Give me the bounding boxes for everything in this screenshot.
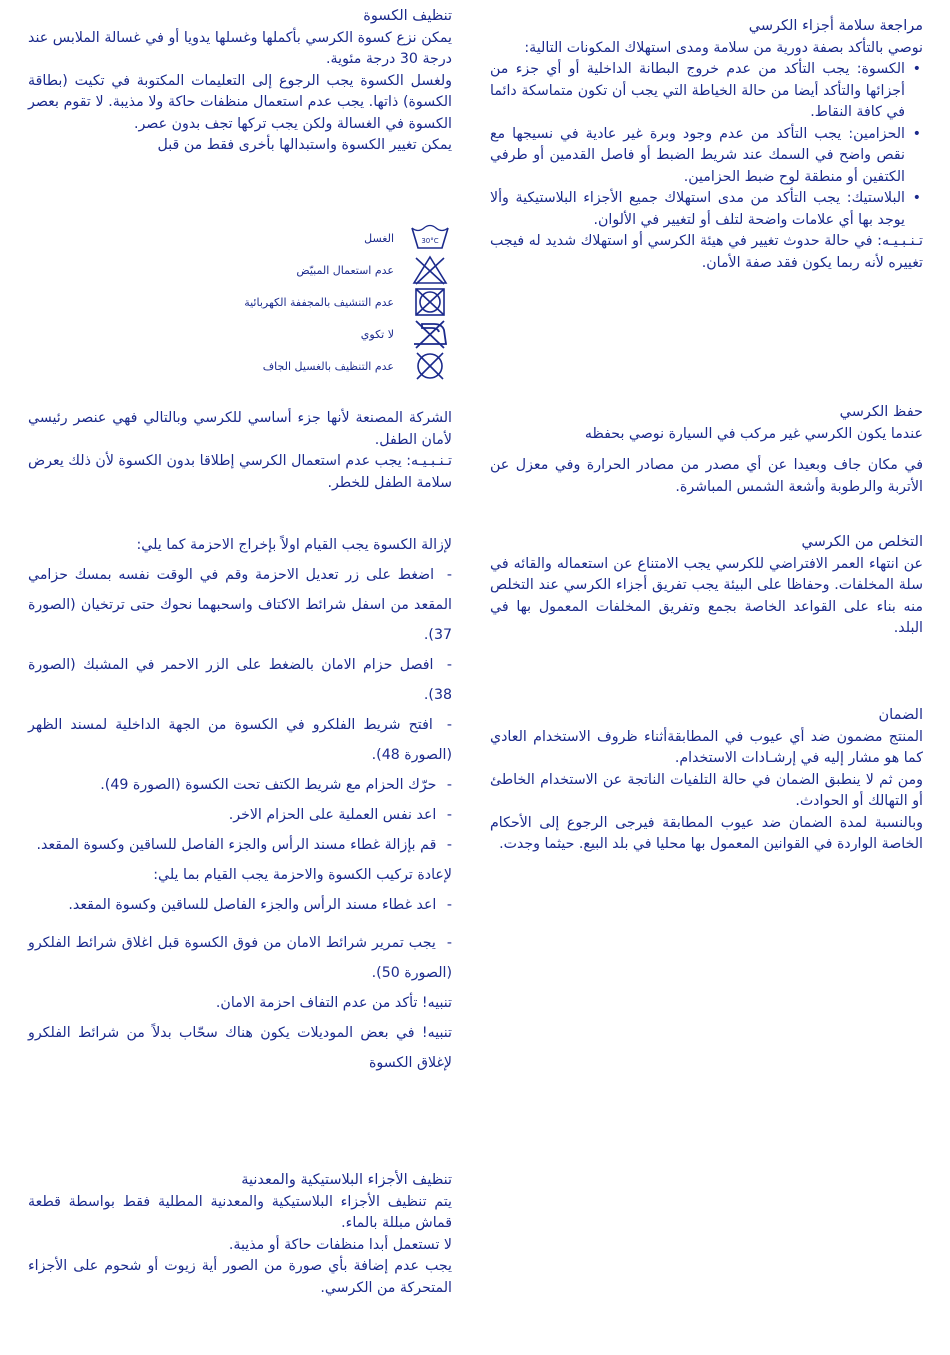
removal-step-5: - اعد نفس العملية على الحزام الاخر. xyxy=(228,807,452,823)
removal-intro: لإزالة الكسوة يجب القيام اولاً بإخراج الاحزمة كما يلي: xyxy=(136,537,452,553)
no-tumble-dry-icon xyxy=(408,286,452,318)
svg-text:30°C: 30°C xyxy=(421,237,439,245)
care-label-no-dry-clean: عدم التنظيف بالغسيل الجاف xyxy=(262,360,394,373)
inspection-item-cover: • الكسوة: يجب التأكد من عدم خروج البطانة الداخلية أو أي جزء من أجزائها والتأكد أيضا من حالة الخياطة التي يجب أن تكون متماسكة دائما في كافة النقاط. xyxy=(490,59,905,124)
no-dry-clean-icon xyxy=(408,350,452,382)
right-column xyxy=(490,0,923,1355)
storage-p2: في مكان جاف وبعيدا عن أي مصدر من مصادر الحرارة وفي معزل عن الأتربة والرطوبة وأشعة الشمس المباشرة. xyxy=(490,457,923,495)
warranty-title: الضمان xyxy=(878,707,923,723)
disposal-title: التخلص من الكرسي xyxy=(801,534,923,550)
inspection-item-plastic: • البلاستيك: يجب التأكد من مدى استهلاك جميع الأجزاء البلاستيكية وألا يوجد بها أي علامات واضحة لتلف أو لتغيير في الألوان. xyxy=(490,188,905,231)
cleaning-cover-section xyxy=(28,6,452,157)
care-row-no-tumble xyxy=(28,286,452,318)
removal-step-2: - افصل حزام الامان بالضغط على الزر الاحمر في المشبك (الصورة 38). xyxy=(28,657,452,703)
care-label-no-tumble: عدم التنشيف بالمجففة الكهربائية xyxy=(244,296,394,309)
storage-title: حفظ الكرسي xyxy=(839,404,923,420)
warranty-p1: المنتج مضمون ضد أي عيوب في المطابقةأثناء ظروف الاستخدام العادي كما هو مشار إليه في إرشـادات الاستخدام. xyxy=(490,728,923,766)
inspection-section xyxy=(490,16,923,274)
inspection-item-belts: • الحزامين: يجب التأكد من عدم وجود وبرة غير عادية في نسيجها مع نقص واضح في السمك عند شريط الضبط أو فاصل القدمين أو طرفي الكتفين أو منطقة لوح ضبط الحزامين. xyxy=(490,124,905,189)
inspection-title: مراجعة سلامة أجزاء الكرسي xyxy=(748,18,923,34)
cleaning-cover-p3: يمكن تغيير الكسوة واستبدالها بأخرى فقط من قبل xyxy=(157,137,452,153)
care-label-wash: الغسل xyxy=(364,232,394,245)
removal-step-6: - قم بإزالة غطاء مسند الرأس والجزء الفاصل للساقين وكسوة المقعد. xyxy=(36,837,452,853)
disposal-p1: عن انتهاء العمر الافتراضي للكرسي يجب الامتناع عن استعماله والقائه في سلة المخلفات. وحفاظا على البيئة يجب تفريق أجزاء الكرسي عند التخلص منه بناء على القواعد الخاصة بجمع وتفريق المخلفات المعمول بها في البلد. xyxy=(490,555,923,636)
care-row-no-bleach xyxy=(28,254,452,286)
care-symbols xyxy=(28,222,452,382)
inspection-warning: تـنـبـيـه: في حالة حدوث تغيير في هيئة الكرسي أو استهلاك شديد له فيجب تغييره لأنه ربما يكون فقد صفة الأمان. xyxy=(490,233,923,271)
no-iron-icon xyxy=(408,318,452,350)
cleaning-cover-title: تنظيف الكسوة xyxy=(363,8,452,24)
refit-step-2: - يجب تمرير شرائط الامان من فوق الكسوة قبل اغلاق شرائط الفلكرو (الصورة 50). xyxy=(28,935,452,981)
cleaning-cover-p2: ولغسل الكسوة يجب الرجوع إلى التعليمات المكتوبة في تكيت (بطاقة الكسوة) ذاتها. يجب عدم استعمال منظفات حاكة ولا مذيبة. لا تقوم بعصر الكسوة في الغسالة ولكن يجب تركها تجف بدون عصر. xyxy=(28,72,452,132)
plastic-metal-p1: يتم تنظيف الأجزاء البلاستيكية والمعدنية المطلية فقط بواسطة قطعة قماش مبللة بالماء. xyxy=(28,1193,452,1231)
wash-30-icon xyxy=(408,222,452,254)
disposal-section xyxy=(490,532,923,640)
manufacturer-section xyxy=(28,408,452,494)
left-column xyxy=(28,0,452,1355)
removal-warning-2: تنبيه! في بعض الموديلات يكون هناك سحّاب بدلاً من شرائط الفلكرو لإغلاق الكسوة xyxy=(28,1025,452,1071)
warranty-p3: وبالنسبة لمدة الضمان ضد عيوب المطابقة فيرجى الرجوع إلى الأحكام الخاصة الواردة في القوانين المعمول بها محليا في بلد البيع. حيثما وجدت. xyxy=(490,814,923,852)
care-label-no-bleach: عدم استعمال المبيّض xyxy=(296,264,394,277)
removal-section xyxy=(28,530,452,1078)
storage-p1: عندما يكون الكرسي غير مركب في السيارة نوصي بحفظه xyxy=(584,425,923,442)
care-row-wash xyxy=(28,222,452,254)
care-label-no-iron: لا تكوي xyxy=(360,328,394,341)
plastic-metal-section xyxy=(28,1170,452,1299)
warranty-p2: ومن ثم لا ينطبق الضمان في حالة التلفيات الناتجة عن الاستخدام الخاطئ أو التهالك أو الحوادث. xyxy=(490,771,923,809)
manufacturer-p1: الشركة المصنعة لأنها جزء أساسي للكرسي وبالتالي فهي عنصر رئيسي لأمان الطفل. xyxy=(28,410,452,448)
warranty-section xyxy=(490,705,923,856)
cleaning-cover-p1: يمكن نزع كسوة الكرسي بأكملها وغسلها يدويا أو في غسالة الملابس عند درجة 30 درجة مئوية. xyxy=(28,29,452,67)
removal-step-1: - اضغط على زر تعديل الاحزمة وقم في الوقت نفسه بمسك حزامي المقعد من اسفل شرائط الاكتاف واسحبهما نحوك حتى ترتخيان (الصورة 37). xyxy=(28,567,452,643)
inspection-intro: نوصي بالتأكد بصفة دورية من سلامة ومدى استهلاك المكونات التالية: xyxy=(524,39,923,56)
removal-step-3: - افتح شريط الفلكرو في الكسوة من الجهة الداخلية لمسند الظهر (الصورة 48). xyxy=(28,717,452,763)
plastic-metal-title: تنظيف الأجزاء البلاستيكية والمعدنية xyxy=(241,1172,452,1188)
removal-step-4: - حرّك الحزام مع شريط الكتف تحت الكسوة (الصورة 49). xyxy=(100,777,452,793)
plastic-metal-p2: لا تستعمل أبدا منظفات حاكة أو مذيبة. xyxy=(228,1236,452,1253)
no-bleach-icon xyxy=(408,254,452,286)
refit-step-1: - اعد غطاء مسند الرأس والجزء الفاصل للساقين وكسوة المقعد. xyxy=(68,897,452,913)
inspection-list xyxy=(490,59,923,231)
care-row-no-iron xyxy=(28,318,452,350)
care-row-no-dry-clean xyxy=(28,350,452,382)
manufacturer-warning: تـنـبـيـه: يجب عدم استعمال الكرسي إطلاقا بدون الكسوة لأن ذلك يعرض سلامة الطفل للخطر. xyxy=(28,453,452,491)
storage-section xyxy=(490,402,923,498)
removal-warning-1: تنبيه! تأكد من عدم التفاف احزمة الامان. xyxy=(215,995,452,1011)
plastic-metal-p3: يجب عدم إضافة بأي صورة من الصور أية زيوت أو شحوم على الأجزاء المتحركة من الكرسي. xyxy=(28,1258,452,1296)
refit-intro: لإعادة تركيب الكسوة والاحزمة يجب القيام بما يلي: xyxy=(153,867,452,883)
